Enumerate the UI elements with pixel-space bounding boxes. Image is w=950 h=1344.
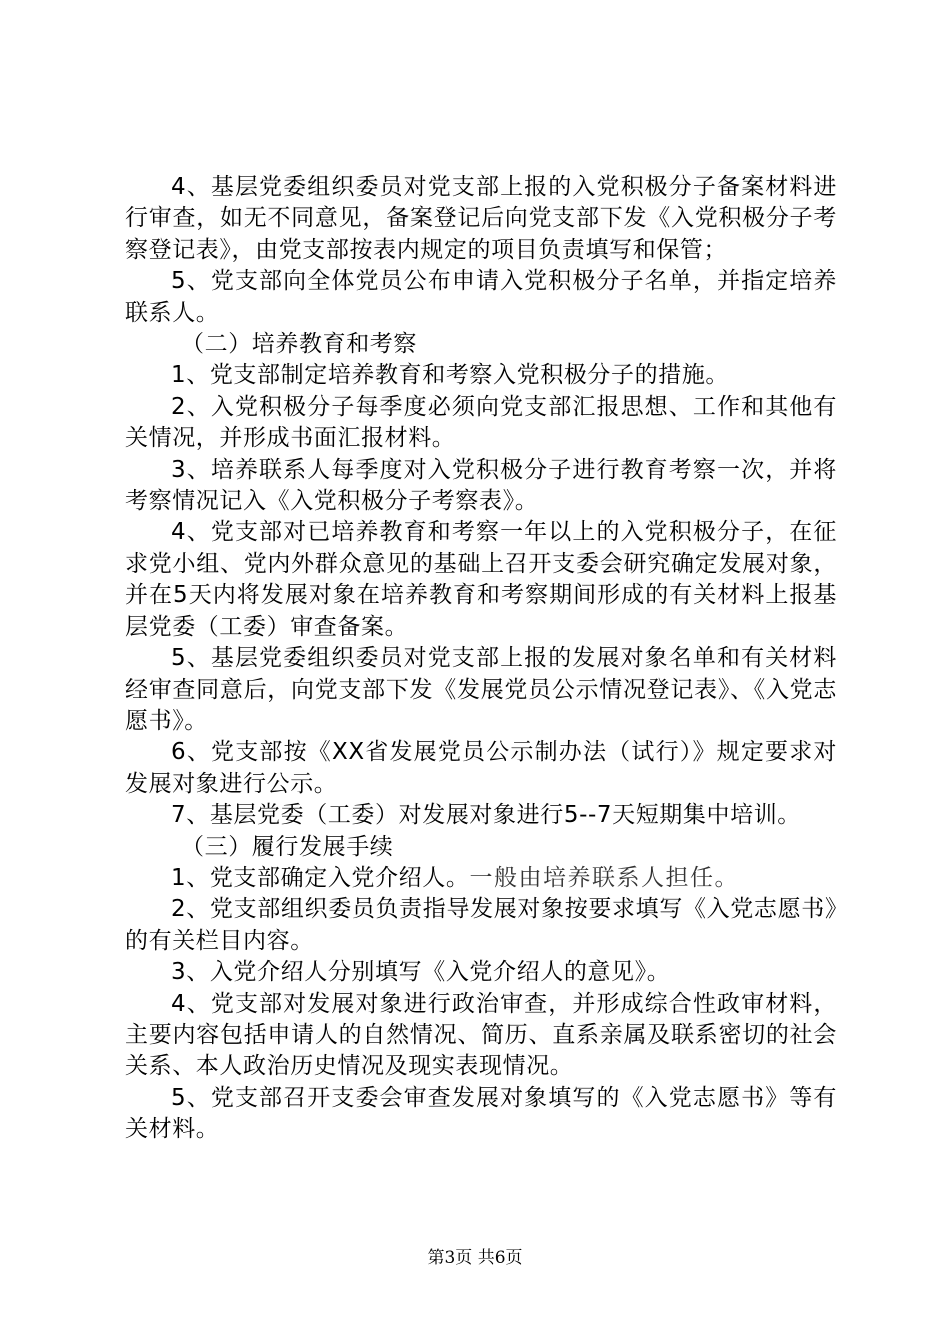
- paragraph: 4、党支部对已培养教育和考察一年以上的入党积极分子，在征求党小组、党内外群众意见的基础上召开支委会研究确定发展对象，并在5天内将发展对象在培养教育和考察期间形成的有关材料上报基层党委（工委）审查备案。: [125, 519, 837, 640]
- paragraph: 3、入党介绍人分别填写《入党介绍人的意见》。: [171, 959, 671, 986]
- paragraph: 2、入党积极分子每季度必须向党支部汇报思想、工作和其他有关情况，并形成书面汇报材料。: [125, 393, 837, 452]
- page-number-label: 第3页 共6页: [427, 1248, 523, 1268]
- document-body: [125, 172, 837, 1146]
- paragraph: 4、党支部对发展对象进行政治审查，并形成综合性政审材料，主要内容包括申请人的自然情况、简历、直系亲属及联系密切的社会关系、本人政治历史情况及现实表现情况。: [125, 990, 837, 1080]
- paragraph: 2、党支部组织委员负责指导发展对象按要求填写《入党志愿书》的有关栏目内容。: [125, 896, 837, 954]
- section-heading: （二）培养教育和考察: [181, 331, 417, 358]
- paragraph: 5、党支部向全体党员公布申请入党积极分子名单，并指定培养联系人。: [125, 268, 837, 326]
- paragraph: 5、基层党委组织委员对党支部上报的发展对象名单和有关材料经审查同意后，向党支部下发《发展党员公示情况登记表》、《入党志愿书》。: [125, 645, 837, 734]
- paragraph: 1、党支部制定培养教育和考察入党积极分子的措施。: [171, 362, 730, 389]
- paragraph: [125, 863, 837, 894]
- section-heading: （三）履行发展手续: [181, 833, 394, 860]
- page-footer: [0, 1243, 950, 1268]
- paragraph: 7、基层党委（工委）对发展对象进行5--7天短期集中培训。: [171, 802, 801, 829]
- paragraph-main-text: 1、党支部确定入党介绍人。: [171, 864, 470, 891]
- paragraph: 4、基层党委组织委员对党支部上报的入党积极分子备案材料进行审查，如无不同意见，备案登记后向党支部下发《入党积极分子考察登记表》，由党支部按表内规定的项目负责填写和保管；: [125, 174, 837, 263]
- paragraph: 3、培养联系人每季度对入党积极分子进行教育考察一次，并将考察情况记入《入党积极分子考察表》。: [125, 456, 837, 515]
- paragraph-note-text: 一般由培养联系人担任。: [469, 864, 739, 891]
- paragraph: 5、党支部召开支委会审查发展对象填写的《入党志愿书》等有关材料。: [125, 1084, 837, 1143]
- paragraph: 6、党支部按《XX省发展党员公示制办法（试行）》规定要求对发展对象进行公示。: [125, 739, 837, 797]
